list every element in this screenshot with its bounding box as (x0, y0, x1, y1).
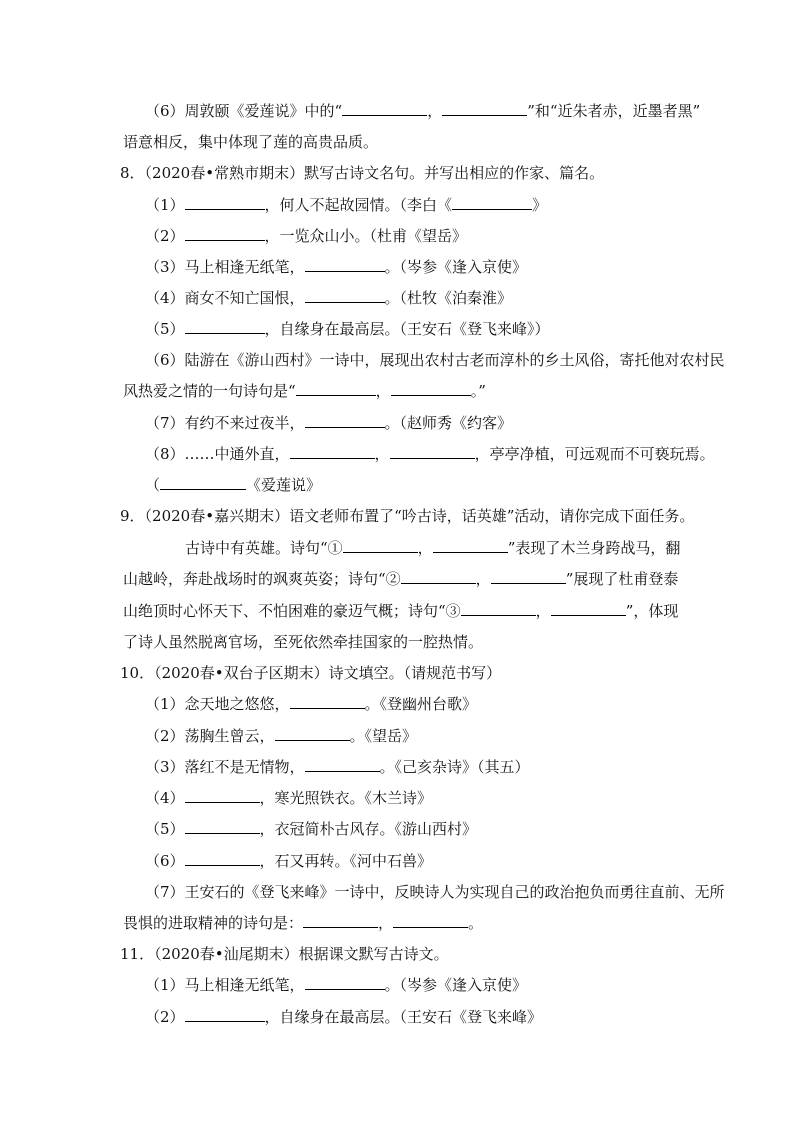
q8-item-3: （3）马上相逢无纸笔， 。（岑参《逢入京使》 (145, 258, 528, 276)
question-11-title: 11．（2020春•汕尾期末）根据课文默写古诗文。 (120, 945, 449, 963)
q8-item-1: （1） ，何人不起故园情。（李白《 》 (145, 196, 548, 214)
answer-blank[interactable] (393, 913, 468, 928)
answer-blank[interactable] (160, 475, 246, 490)
answer-blank[interactable] (491, 569, 566, 584)
q9-paragraph-line-3: 山绝顶时心怀天下、不怕困难的豪迈气概；诗句“③ ， ”，体现 (123, 602, 679, 620)
answer-blank[interactable] (185, 788, 260, 803)
answer-blank[interactable] (305, 757, 380, 772)
answer-blank[interactable] (343, 538, 418, 553)
answer-blank[interactable] (433, 538, 508, 553)
q10-item-5: （5） ，衣冠简朴古风存。《游山西村》 (145, 820, 478, 838)
answer-blank[interactable] (296, 381, 376, 396)
answer-blank[interactable] (185, 226, 265, 241)
answer-blank[interactable] (303, 913, 378, 928)
q10-item-6: （6） ，石又再转。《河中石兽》 (145, 852, 433, 870)
q9-paragraph-line-4: 了诗人虽然脱离官场，至死依然牵挂国家的一腔热情。 (123, 633, 484, 651)
q8-item-5: （5） ，自缘身在最高层。（王安石《登飞来峰》） (145, 320, 550, 338)
q8-item-2: （2） ，一览众山小。（杜甫《望岳》 (145, 227, 468, 245)
answer-blank[interactable] (305, 413, 385, 428)
q8-item-6: （6）陆游在《游山西村》一诗中，展现出农村古老而淳朴的乡土风俗，寄托他对农村民 (145, 351, 725, 369)
q10-item-7-continuation: 畏惧的进取精神的诗句是： ， 。 (123, 914, 484, 932)
q9-paragraph-line-1: 古诗中有英雄。诗句“① ， ”表现了木兰身跨战马，翻 (185, 539, 681, 557)
answer-blank[interactable] (391, 381, 471, 396)
answer-blank[interactable] (185, 195, 265, 210)
answer-blank[interactable] (185, 851, 260, 866)
item-6-continuation: 语意相反，集中体现了莲的高贵品质。 (123, 133, 379, 151)
answer-blank[interactable] (401, 569, 476, 584)
q10-item-4: （4） ，寒光照铁衣。《木兰诗》 (145, 789, 433, 807)
q8-item-6-continuation: 风热爱之情的一句诗句是“ ， 。” (123, 382, 486, 400)
item-6-aimolian: （6）周敦颐《爱莲说》中的“ ， ”和“近朱者赤，近墨者黑” (145, 102, 701, 120)
answer-blank[interactable] (290, 444, 375, 459)
answer-blank[interactable] (305, 288, 385, 303)
answer-blank[interactable] (305, 975, 385, 990)
q8-item-7: （7）有约不来过夜半， 。（赵师秀《约客》 (145, 414, 513, 432)
q9-paragraph-line-2: 山越岭，奔赴战场时的飒爽英姿；诗句“② ， ”展现了杜甫登泰 (123, 570, 679, 588)
answer-blank[interactable] (185, 319, 265, 334)
question-9-title: 9．（2020春•嘉兴期末）语文老师布置了“吟古诗，话英雄”活动，请你完成下面任务。 (120, 507, 695, 525)
answer-blank[interactable] (342, 101, 427, 116)
answer-blank[interactable] (305, 257, 385, 272)
answer-blank[interactable] (185, 819, 260, 834)
q8-item-8-author: （ 《爱莲说》 (145, 476, 322, 494)
q10-item-3: （3）落红不是无情物， 。《己亥杂诗》（其五） (145, 758, 530, 776)
answer-blank[interactable] (275, 726, 350, 741)
q10-item-2: （2）荡胸生曾云， 。《望岳》 (145, 727, 418, 745)
answer-blank[interactable] (461, 601, 536, 616)
answer-blank[interactable] (442, 101, 527, 116)
answer-blank[interactable] (551, 601, 626, 616)
answer-blank[interactable] (390, 444, 475, 459)
answer-blank[interactable] (452, 195, 532, 210)
q11-item-2: （2） ，自缘身在最高层。（王安石《登飞来峰》 (145, 1008, 543, 1026)
q10-item-1: （1）念天地之悠悠， 。《登幽州台歌》 (145, 695, 478, 713)
answer-blank[interactable] (290, 694, 365, 709)
q8-item-8: （8）……中通外直， ， ，亭亭净植，可远观而不可亵玩焉。 (145, 445, 715, 463)
question-8-title: 8．（2020春•常熟市期末）默写古诗文名句。并写出相应的作家、篇名。 (120, 164, 605, 182)
question-10-title: 10．（2020春•双台子区期末）诗文填空。（请规范书写） (120, 664, 502, 682)
q11-item-1: （1）马上相逢无纸笔， 。（岑参《逢入京使》 (145, 976, 528, 994)
answer-blank[interactable] (185, 1007, 265, 1022)
q10-item-7: （7）王安石的《登飞来峰》一诗中，反映诗人为实现自己的政治抱负而勇往直前、无所 (145, 883, 725, 901)
q8-item-4: （4）商女不知亡国恨， 。（杜牧《泊秦淮》 (145, 289, 513, 307)
